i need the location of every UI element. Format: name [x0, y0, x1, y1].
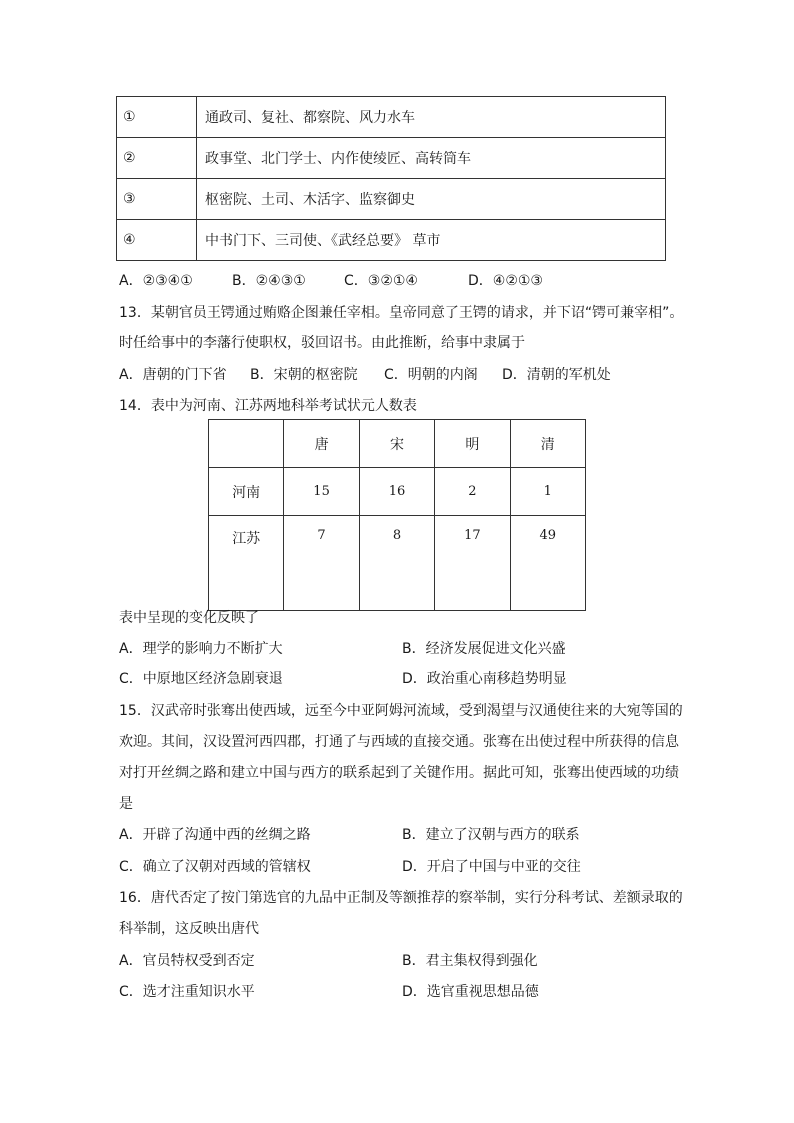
q15-stem-line3: 对打开丝绸之路和建立中国与西方的联系起到了关键作用。据此可知，张骞出使西域的功绩 [119, 765, 679, 781]
cell-value: 1 [510, 468, 585, 516]
row-text: 政事堂、北门学士、内作使绫匠、高转筒车 [197, 138, 666, 179]
q16-option-b: B．君主集权得到强化 [402, 953, 538, 969]
header-cell: 明 [435, 420, 510, 468]
row-number: ① [117, 97, 197, 138]
row-text: 中书门下、三司使、《武经总要》 草市 [197, 220, 666, 261]
cell-value: 15 [284, 468, 359, 516]
q13-option-a: A．唐朝的门下省 [119, 367, 227, 383]
header-cell: 清 [510, 420, 585, 468]
q12-option-a: A．②③④① [119, 273, 193, 289]
cell-value: 17 [435, 516, 510, 611]
q14-option-c: C．中原地区经济急剧衰退 [119, 671, 283, 687]
table-row [117, 179, 666, 220]
row-number: ③ [117, 179, 197, 220]
q14-option-a: A．理学的影响力不断扩大 [119, 641, 283, 657]
cell-value: 8 [359, 516, 434, 611]
row-text: 枢密院、土司、木活字、监察御史 [197, 179, 666, 220]
q15-option-c: C．确立了汉朝对西域的管辖权 [119, 859, 311, 875]
table-header-row [209, 420, 586, 468]
q15-stem-line1: 15．汉武帝时张骞出使西域，远至今中亚阿姆河流域，受到渴望与汉通使往来的大宛等国的 [119, 703, 683, 719]
q15-option-b: B．建立了汉朝与西方的联系 [402, 827, 580, 843]
cell-value: 2 [435, 468, 510, 516]
q13-stem-line1: 13．某朝官员王锷通过贿赂企图兼任宰相。皇帝同意了王锷的请求，并下诏“锷可兼宰相”。 [119, 305, 684, 321]
row-label: 江苏 [209, 516, 284, 611]
sequence-table [116, 96, 666, 261]
header-cell: 宋 [359, 420, 434, 468]
q14-after-text: 表中呈现的变化反映了 [119, 610, 259, 626]
q14-option-d: D．政治重心南移趋势明显 [402, 671, 567, 687]
q13-option-c: C．明朝的内阁 [384, 367, 478, 383]
q15-stem-line4: 是 [119, 796, 133, 812]
q12-option-c: C．③②①④ [344, 273, 418, 289]
row-text: 通政司、复社、都察院、风力水车 [197, 97, 666, 138]
q16-stem-line1: 16．唐代否定了按门第选官的九品中正制及等额推荐的察举制，实行分科考试、差额录取的 [119, 890, 683, 906]
q13-stem-line2: 时任给事中的李藩行使职权，驳回诏书。由此推断，给事中隶属于 [119, 335, 525, 351]
table-row [117, 97, 666, 138]
q16-option-d: D．选官重视思想品德 [402, 984, 539, 1000]
table-row [209, 468, 586, 516]
header-cell [209, 420, 284, 468]
q15-option-d: D．开启了中国与中亚的交往 [402, 859, 581, 875]
q15-stem-line2: 欢迎。其间，汉设置河西四郡，打通了与西域的直接交通。张骞在出使过程中所获得的信息 [119, 734, 679, 750]
cell-value: 49 [510, 516, 585, 611]
cell-value: 7 [284, 516, 359, 611]
table-row [117, 220, 666, 261]
row-number: ④ [117, 220, 197, 261]
q14-stem: 14．表中为河南、江苏两地科举考试状元人数表 [119, 398, 417, 414]
header-cell: 唐 [284, 420, 359, 468]
cell-value: 16 [359, 468, 434, 516]
table-row [117, 138, 666, 179]
q16-option-a: A．官员特权受到否定 [119, 953, 255, 969]
q16-option-c: C．选才注重知识水平 [119, 984, 255, 1000]
q12-option-d: D．④②①③ [468, 273, 543, 289]
zhuangyuan-table [208, 419, 586, 611]
q12-option-b: B．②④③① [232, 273, 306, 289]
q13-option-d: D．清朝的军机处 [502, 367, 611, 383]
q14-option-b: B．经济发展促进文化兴盛 [402, 641, 566, 657]
table-row [209, 516, 586, 611]
row-label: 河南 [209, 468, 284, 516]
q16-stem-line2: 科举制，这反映出唐代 [119, 921, 259, 937]
q15-option-a: A．开辟了沟通中西的丝绸之路 [119, 827, 311, 843]
row-number: ② [117, 138, 197, 179]
q13-option-b: B．宋朝的枢密院 [250, 367, 358, 383]
